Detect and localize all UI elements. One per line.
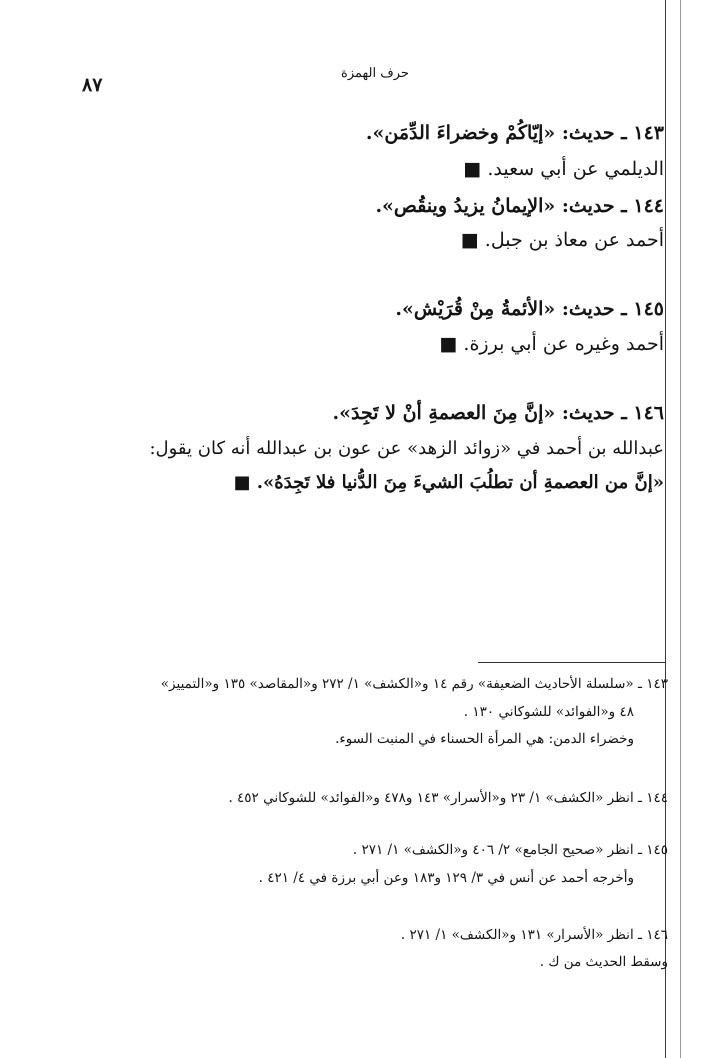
footnote-146-line: وسقط الحديث من ك . — [539, 954, 668, 970]
page-edge-line — [680, 0, 681, 1058]
running-header: حرف الهمزة — [341, 66, 409, 81]
footnote-144-line: ١٤٤ ـ انظر «الكشف» ١/ ٢٣ و«الأسرار» ١٤٣ و٤٧٨ و«الفوائد» للشوكاني ٤٥٢ . — [228, 790, 668, 806]
footnote-145-line: وأخرجه أحمد عن أنس في ٣/ ١٢٩ و١٨٣ وعن أبي برزة في ٤/ ٤٢١ . — [258, 870, 634, 886]
hadith-143-source: الديلمي عن أبي سعيد. ■ — [463, 158, 664, 180]
footnote-143-line: ١٤٣ ـ «سلسلة الأحاديث الضعيفة» رقم ١٤ و«الكشف» ١/ ٢٧٢ و«المقاصد» ١٣٥ و«التمييز» — [160, 676, 668, 692]
hadith-146-title: ١٤٦ ـ حديث: «إنَّ مِنَ العصمةِ أنْ لا تَجِدَ». — [332, 402, 664, 424]
hadith-146-quote: «إنَّ من العصمةِ أن تطلُبَ الشيءَ مِنَ الدُّنيا فلا تَجِدَهُ». ■ — [233, 472, 664, 493]
hadith-146-source: عبدالله بن أحمد في «زوائد الزهد» عن عون بن عبدالله أنه كان يقول: — [149, 438, 664, 459]
page-number: ٨٧ — [82, 74, 103, 96]
hadith-145-source: أحمد وغيره عن أبي برزة. ■ — [439, 333, 664, 355]
footnote-separator — [478, 662, 665, 663]
footnote-143-line: ٤٨ و«الفوائد» للشوكاني ١٣٠ . — [463, 704, 634, 720]
hadith-145-title: ١٤٥ ـ حديث: «الأئمةُ مِنْ قُرَيْش». — [395, 298, 664, 320]
hadith-143-title: ١٤٣ ـ حديث: «إيّاكُمْ وخضراءَ الدِّمَن». — [365, 122, 664, 144]
hadith-144-source: أحمد عن معاذ بن جبل. ■ — [460, 229, 664, 251]
footnote-146-line: ١٤٦ ـ انظر «الأسرار» ١٣١ و«الكشف» ١/ ٢٧١ . — [400, 927, 668, 943]
hadith-144-title: ١٤٤ ـ حديث: «الإيمانُ يزيدُ وينقُص». — [375, 195, 664, 217]
page-edge-line — [665, 0, 666, 1058]
footnote-145-line: ١٤٥ ـ انظر «صحيح الجامع» ٢/ ٤٠٦ و«الكشف» ١/ ٢٧١ . — [352, 842, 668, 858]
footnote-143-line: وخضراء الدمن: هي المرأة الحسناء في المنبت السوء. — [335, 731, 634, 747]
